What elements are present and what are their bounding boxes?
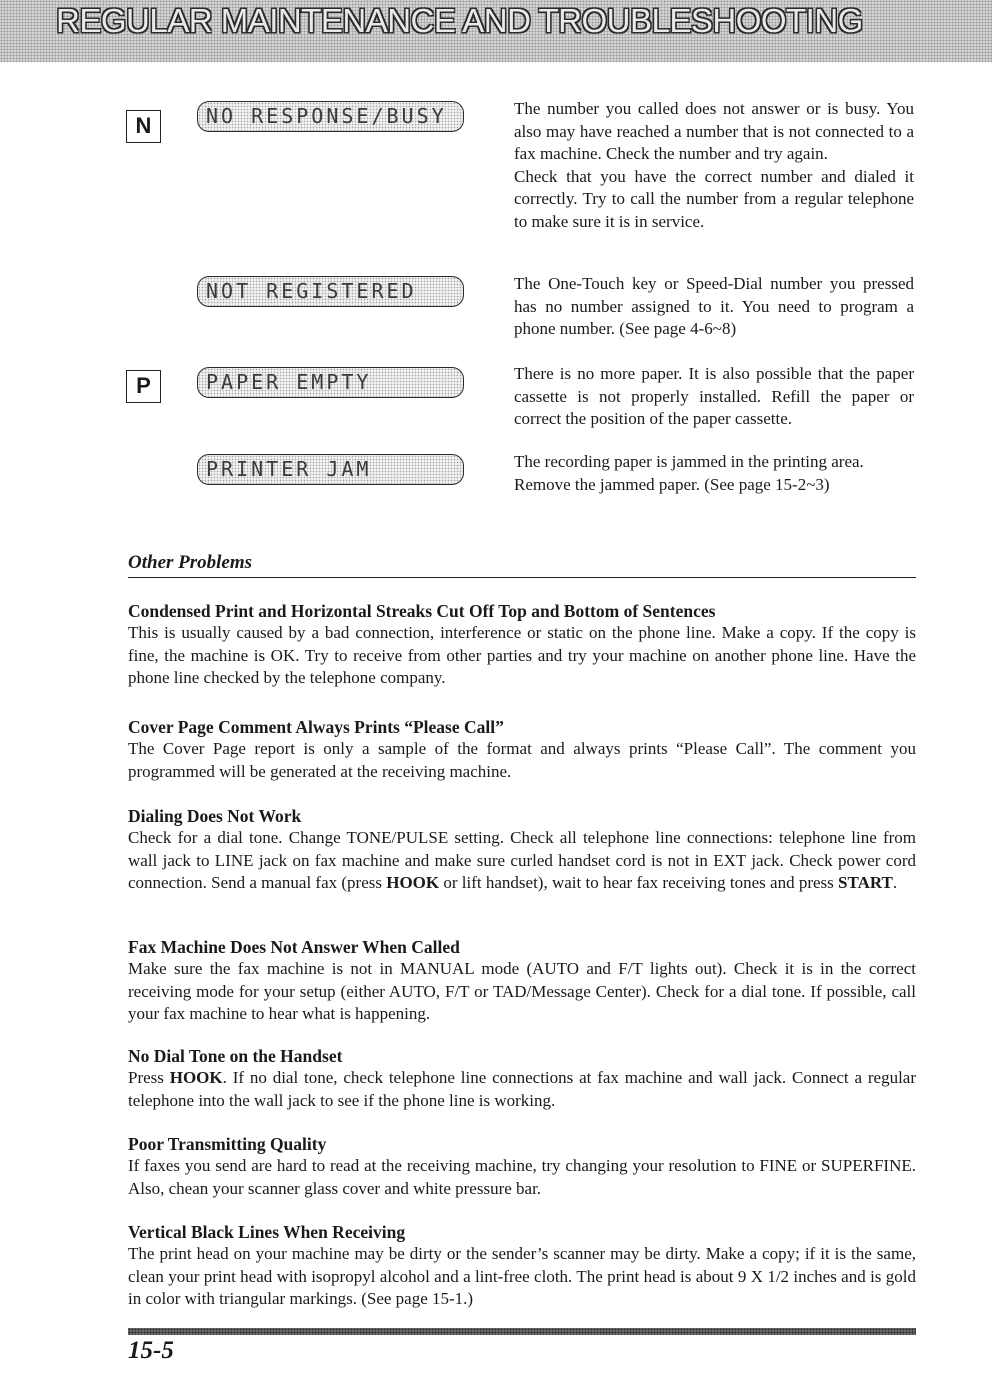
message-description-not-registered [514, 273, 914, 341]
problem-text: Make sure the fax machine is not in MANUAL mode (AUTO and F/T lights out). Check it is in the correct receiving mode for your setup (either AUTO, F/T or TAD/Message Center). Check for a dial tone. If possible, call your fax machine to hear what is happening. [128, 959, 916, 1023]
description-paragraph: The recording paper is jammed in the printing area. [514, 452, 864, 471]
problem-heading: Cover Page Comment Always Prints “Please Call” [128, 717, 504, 737]
problem-no-dial-tone [128, 1045, 916, 1112]
lcd-message-no-response-busy: NO RESPONSE/BUSY [197, 101, 464, 132]
section-title-other-problems: Other Problems [128, 552, 253, 573]
problem-text: The Cover Page report is only a sample of the format and always prints “Please Call”. The comment you programmed will be generated at the receiving machine. [128, 739, 916, 781]
problem-text-part: . [892, 873, 898, 892]
problem-text-part: . If no dial tone, check telephone line connections at fax machine and wall jack. Connect a regular telephone into the wall jack to see if the phone line is working. [128, 1068, 916, 1110]
key-start: START [838, 873, 893, 892]
description-paragraph: The number you called does not answer or is busy. You also may have reached a number that is not connected to a fax machine. Check the number and try again. [514, 99, 914, 163]
description-paragraph: There is no more paper. It is also possible that the paper cassette is not properly installed. Refill the paper or correct the position of the paper cassette. [514, 364, 914, 428]
problem-cover-page-comment [128, 716, 916, 783]
description-paragraph: The One-Touch key or Speed-Dial number you pressed has no number assigned to it. You need to program a phone number. (See page 4-6~8) [514, 274, 914, 338]
lcd-message-printer-jam: PRINTER JAM [197, 454, 464, 485]
key-hook: HOOK [169, 1068, 223, 1087]
problem-fax-no-answer [128, 936, 916, 1026]
page-header-title: REGULAR MAINTENANCE AND TROUBLESHOOTING [56, 2, 863, 39]
description-paragraph: Check that you have the correct number and dialed it correctly. Try to call the number from a regular telephone to make sure it is in service. [514, 166, 914, 231]
problem-text: The print head on your machine may be dirty or the sender’s scanner may be dirty. Make a copy; if it is the same, clean your print head with isopropyl alcohol and a lint-free cloth. The print head is about 9 X 1/2 inches and is gold in color with triangular markings. (See page 15-1.) [128, 1244, 916, 1308]
header-band [0, 0, 992, 62]
problem-text-part: Check for a dial tone. Change TONE/PULSE setting. Check all telephone line connections: telephone line from wall jack to LINE jack on fax machine and make sure curled handset cord is not in EXT jack. Check power cord connection. Send a manual fax (press [128, 828, 916, 892]
problem-heading: Condensed Print and Horizontal Streaks Cut Off Top and Bottom of Sentences [128, 601, 716, 621]
message-description-paper-empty [514, 363, 914, 431]
problem-text [128, 1067, 916, 1112]
problem-text: If faxes you send are hard to read at the receiving machine, try changing your resolution to FINE or SUPERFINE. Also, chean your scanner glass cover and white pressure bar. [128, 1156, 916, 1198]
problem-text: This is usually caused by a bad connection, interference or static on the phone line. Make a copy. If the copy is fine, the machine is OK. Try to receive from other parties and try your machine on another phone line. Have the phone line checked by the telephone company. [128, 623, 916, 687]
problem-text-part: Press [128, 1068, 170, 1087]
problem-vertical-black-lines [128, 1221, 916, 1311]
problem-heading: Fax Machine Does Not Answer When Called [128, 937, 460, 957]
footer-band [128, 1328, 916, 1335]
problem-heading: Vertical Black Lines When Receiving [128, 1222, 406, 1242]
page-number: 15-5 [128, 1337, 174, 1364]
problem-heading: Dialing Does Not Work [128, 806, 302, 826]
problem-text-part: or lift handset), wait to hear fax receiving tones and press [439, 873, 839, 892]
description-paragraph: Remove the jammed paper. (See page 15-2~3) [514, 474, 830, 494]
lcd-message-not-registered: NOT REGISTERED [197, 276, 464, 307]
problem-text [128, 827, 916, 895]
section-divider [128, 577, 916, 578]
problem-poor-transmitting-quality [128, 1133, 916, 1200]
problem-heading: No Dial Tone on the Handset [128, 1046, 343, 1066]
problem-heading: Poor Transmitting Quality [128, 1134, 327, 1154]
section-letter-n: N [126, 110, 161, 143]
lcd-message-paper-empty: PAPER EMPTY [197, 367, 464, 398]
message-description-no-response [514, 98, 914, 233]
problem-dialing-does-not-work [128, 805, 916, 895]
problem-condensed-print [128, 600, 916, 690]
section-letter-p: P [126, 370, 161, 403]
message-description-printer-jam [514, 451, 914, 496]
key-hook: HOOK [386, 873, 440, 892]
